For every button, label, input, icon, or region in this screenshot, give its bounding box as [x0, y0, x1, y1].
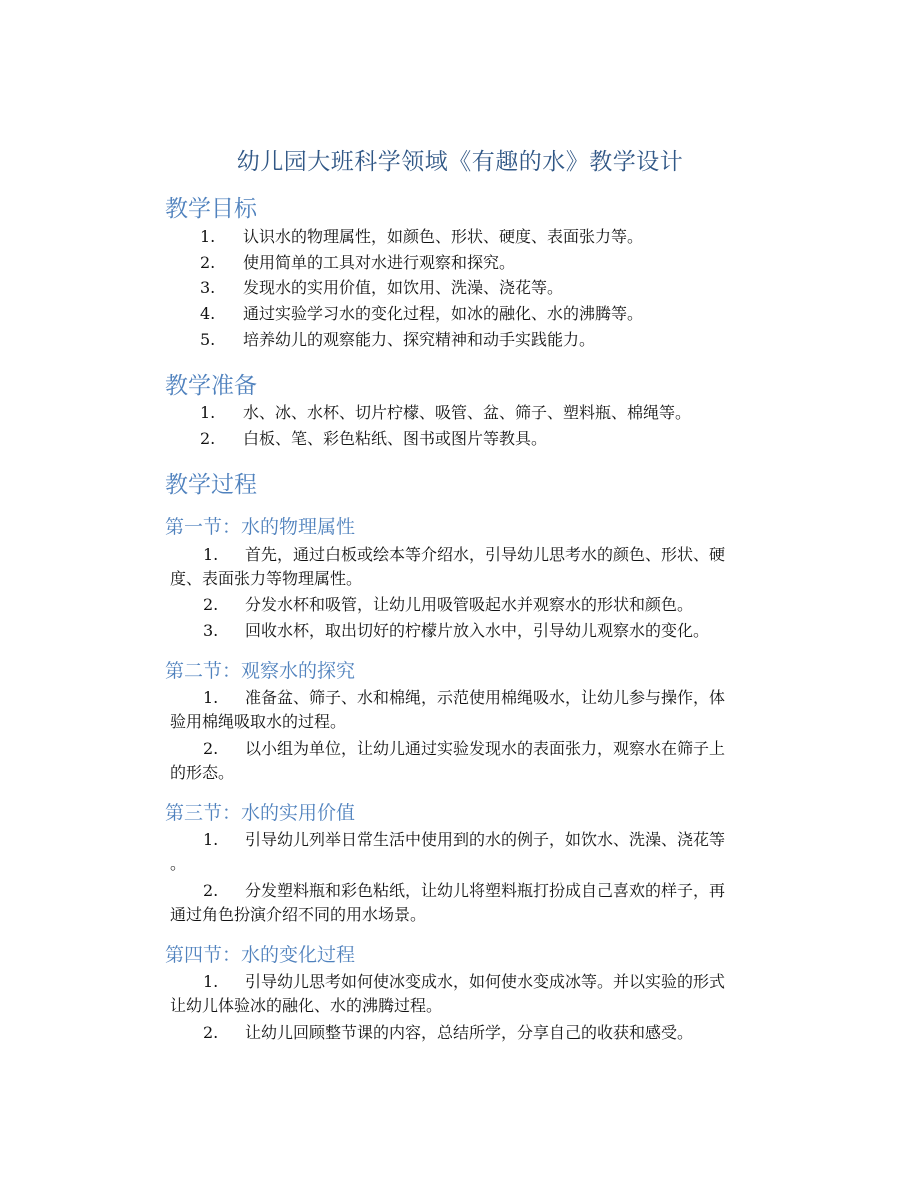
heading-goals: 教学目标: [165, 196, 257, 222]
item-text-line: 引导幼儿列举日常生活中使用到的水的例子，如饮水、洗澡、浇花等: [245, 830, 726, 849]
item-text-line: 让幼儿体验冰的融化、水的沸腾过程。: [170, 996, 443, 1015]
item-text: 水、冰、水杯、切片柠檬、吸管、盆、筛子、塑料瓶、棉绳等。: [243, 403, 692, 422]
item-text-line: 让幼儿回顾整节课的内容，总结所学，分享自己的收获和感受。: [245, 1023, 694, 1042]
item-text: 白板、笔、彩色粘纸、图书或图片等教具。: [243, 429, 548, 448]
item-text-line: 首先，通过白板或绘本等介绍水，引导幼儿思考水的颜色、形状、硬: [245, 545, 726, 564]
item-text-line: 度、表面张力等物理属性。: [170, 569, 363, 588]
item-text-line: 分发塑料瓶和彩色粘纸，让幼儿将塑料瓶打扮成自己喜欢的样子，再: [245, 881, 726, 900]
item-text-line: 通过角色扮演介绍不同的用水场景。: [170, 905, 427, 924]
item-number: 5.: [200, 330, 216, 349]
section-title: 第二节：观察水的探究: [165, 660, 356, 682]
item-number: 1.: [203, 972, 219, 991]
item-text-line: 分发水杯和吸管，让幼儿用吸管吸起水并观察水的形状和颜色。: [245, 595, 694, 614]
item-number: 1.: [203, 545, 219, 564]
item-text-line: 以小组为单位，让幼儿通过实验发现水的表面张力，观察水在筛子上: [245, 739, 726, 758]
item-text: 使用简单的工具对水进行观察和探究。: [243, 253, 516, 272]
item-number: 2.: [203, 881, 219, 900]
item-number: 1.: [203, 688, 219, 707]
heading-process: 教学过程: [165, 472, 257, 498]
item-text: 培养幼儿的观察能力、探究精神和动手实践能力。: [243, 330, 596, 349]
section-title: 第四节：水的变化过程: [165, 944, 356, 966]
item-number: 3.: [200, 278, 216, 297]
item-text-line: 的形态。: [170, 763, 235, 782]
heading-prep: 教学准备: [165, 373, 257, 399]
item-number: 3.: [203, 621, 219, 640]
item-text-line: 回收水杯，取出切好的柠檬片放入水中，引导幼儿观察水的变化。: [245, 621, 710, 640]
item-number: 4.: [200, 304, 216, 323]
item-number: 2.: [203, 739, 219, 758]
item-number: 1.: [200, 227, 216, 246]
item-number: 2.: [203, 1023, 219, 1042]
item-number: 2.: [200, 253, 216, 272]
item-text: 发现水的实用价值，如饮用、洗澡、浇花等。: [243, 278, 564, 297]
item-text: 通过实验学习水的变化过程，如冰的融化、水的沸腾等。: [243, 304, 644, 323]
document-title: 幼儿园大班科学领域《有趣的水》教学设计: [236, 149, 684, 175]
item-number: 2.: [200, 429, 216, 448]
section-title: 第三节：水的实用价值: [165, 802, 356, 824]
item-number: 1.: [200, 403, 216, 422]
section-title: 第一节：水的物理属性: [165, 516, 356, 538]
item-text: 认识水的物理属性，如颜色、形状、硬度、表面张力等。: [243, 227, 644, 246]
item-number: 1.: [203, 830, 219, 849]
item-number: 2.: [203, 595, 219, 614]
item-text-line: 准备盆、筛子、水和棉绳，示范使用棉绳吸水，让幼儿参与操作，体: [245, 688, 726, 707]
item-text-line: 验用棉绳吸取水的过程。: [170, 712, 347, 731]
item-text-line: 。: [170, 854, 187, 873]
item-text-line: 引导幼儿思考如何使冰变成水，如何使水变成冰等。并以实验的形式: [245, 972, 726, 991]
